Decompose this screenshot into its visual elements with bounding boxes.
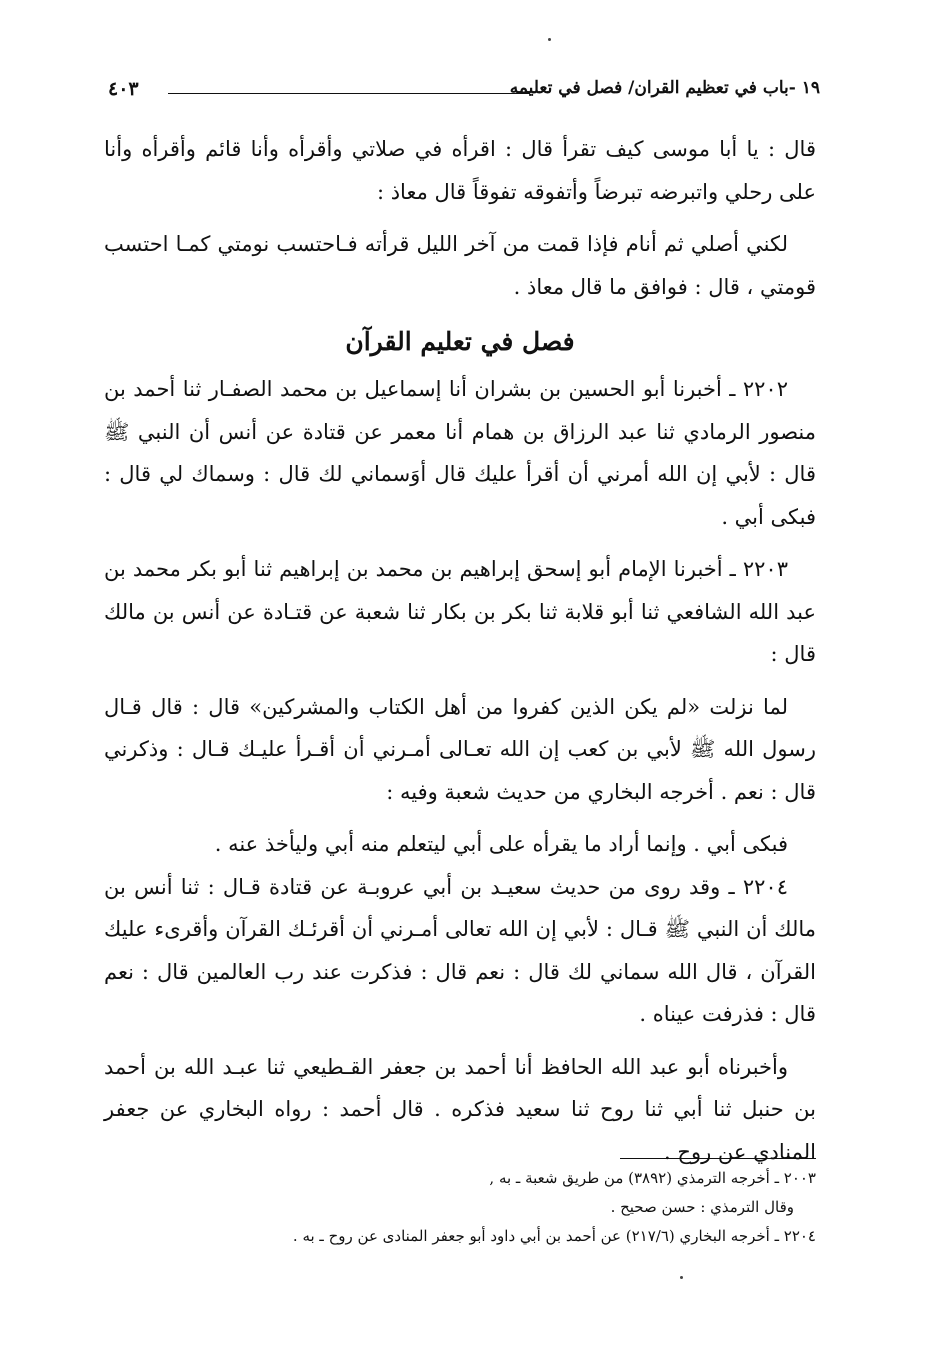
footnote-rule	[620, 1158, 816, 1159]
footnote-2003: ٢٠٠٣ ـ أخرجه الترمذي (٣٨٩٢) من طريق شعبة ـ به ,	[489, 1169, 816, 1187]
paragraph-1: قال : يا أبا موسى كيف تقرأ قال : اقرأه في صلاتي وأقرأه وأنا قائم وأقرأه وأنا على رحلي واتبرضه تبرضاً وأتفوقه تفوقاً قال معاذ :	[104, 137, 816, 204]
hadith-2203: ٢٢٠٣ ـ أخبرنا الإمام أبو إسحق إبراهيم بن محمد بن إبراهيم ثنا أبو بكر محمد بن عبد الله الشافعي ثنا أبو قلابة ثنا بكر بن بكار ثنا شعبة عن قتـادة عن أنس بن مالك قال :	[104, 557, 816, 666]
running-title: ١٩ -باب في تعظيم القران/ فصل في تعليمه	[509, 78, 820, 98]
scan-speck	[680, 1276, 683, 1279]
hadith-2203-note: فبكى أبي . وإنما أراد ما يقرأه على أبي ليتعلم منه أبي وليأخذ عنه .	[214, 832, 788, 856]
scan-speck	[548, 38, 551, 41]
hadith-2202: ٢٢٠٢ ـ أخبرنا أبو الحسين بن بشران أنا إسماعيل بن محمد الصفـار ثنا أحمد بن منصور الرمادي ثنا عبد الرزاق بن همام أنا معمر عن قتادة عن أنس أن النبي ﷺ قال : لأبي إن الله أمرني أن أقرأ عليك قال أوَسماني لك قال : وسماك لي قال : فبكى أبي .	[104, 377, 816, 529]
footnote-2003-grade: وقال الترمذي : حسن صحيح .	[610, 1198, 794, 1216]
section-title: فصل في تعليم القرآن	[345, 327, 575, 356]
main-text	[104, 128, 816, 1173]
footnote-2204: ٢٢٠٤ ـ أخرجه البخاري (٢١٧/٦) عن أحمد بن أبي داود أبو جعفر المنادى عن روح ـ به .	[292, 1227, 816, 1245]
page-header	[108, 78, 820, 106]
footnotes	[104, 1164, 816, 1251]
page-number: ٤٠٣	[108, 78, 139, 100]
hadith-2203-text: لما نزلت «لم يكن الذين كفروا من أهل الكتاب والمشركين» قال : قال قـال رسول الله ﷺ لأبي بن كعب إن الله تعـالى أمـرني أن أقـرأ عليـك قـال : وذكرني قال : نعم . أخرجه البخاري من حديث شعبة وفيه :	[104, 694, 816, 804]
hadith-2204: ٢٢٠٤ ـ وقد روى من حديث سعيـد بن أبي عروبـة عن قتادة قـال : ثنا أنس بن مالك أن النبي ﷺ قـال : لأبي إن الله تعالى أمـرني أن أقرئـك القرآن وأقرىء عليك القرآن ، قال الله سماني لك قال : نعم قال : فذكرت عند رب العالمين قال : نعم قال : فذرفت عيناه .	[104, 874, 816, 1026]
paragraph-2: لكني أصلي ثم أنام فإذا قمت من آخر الليل قرأته فـاحتسب نومتي كمـا احتسب قومتي ، قال : فوافق ما قال معاذ .	[104, 232, 816, 299]
header-rule	[168, 93, 530, 94]
hadith-2204-chain: وأخبرناه أبو عبد الله الحافظ أنا أحمد بن جعفر القـطيعي ثنا عبـد الله بن أحمد بن حنبل ثنا أبي ثنا روح ثنا سعيد فذكره . قال أحمد : رواه البخاري عن جعفر المنادي عن روح .	[104, 1054, 816, 1164]
